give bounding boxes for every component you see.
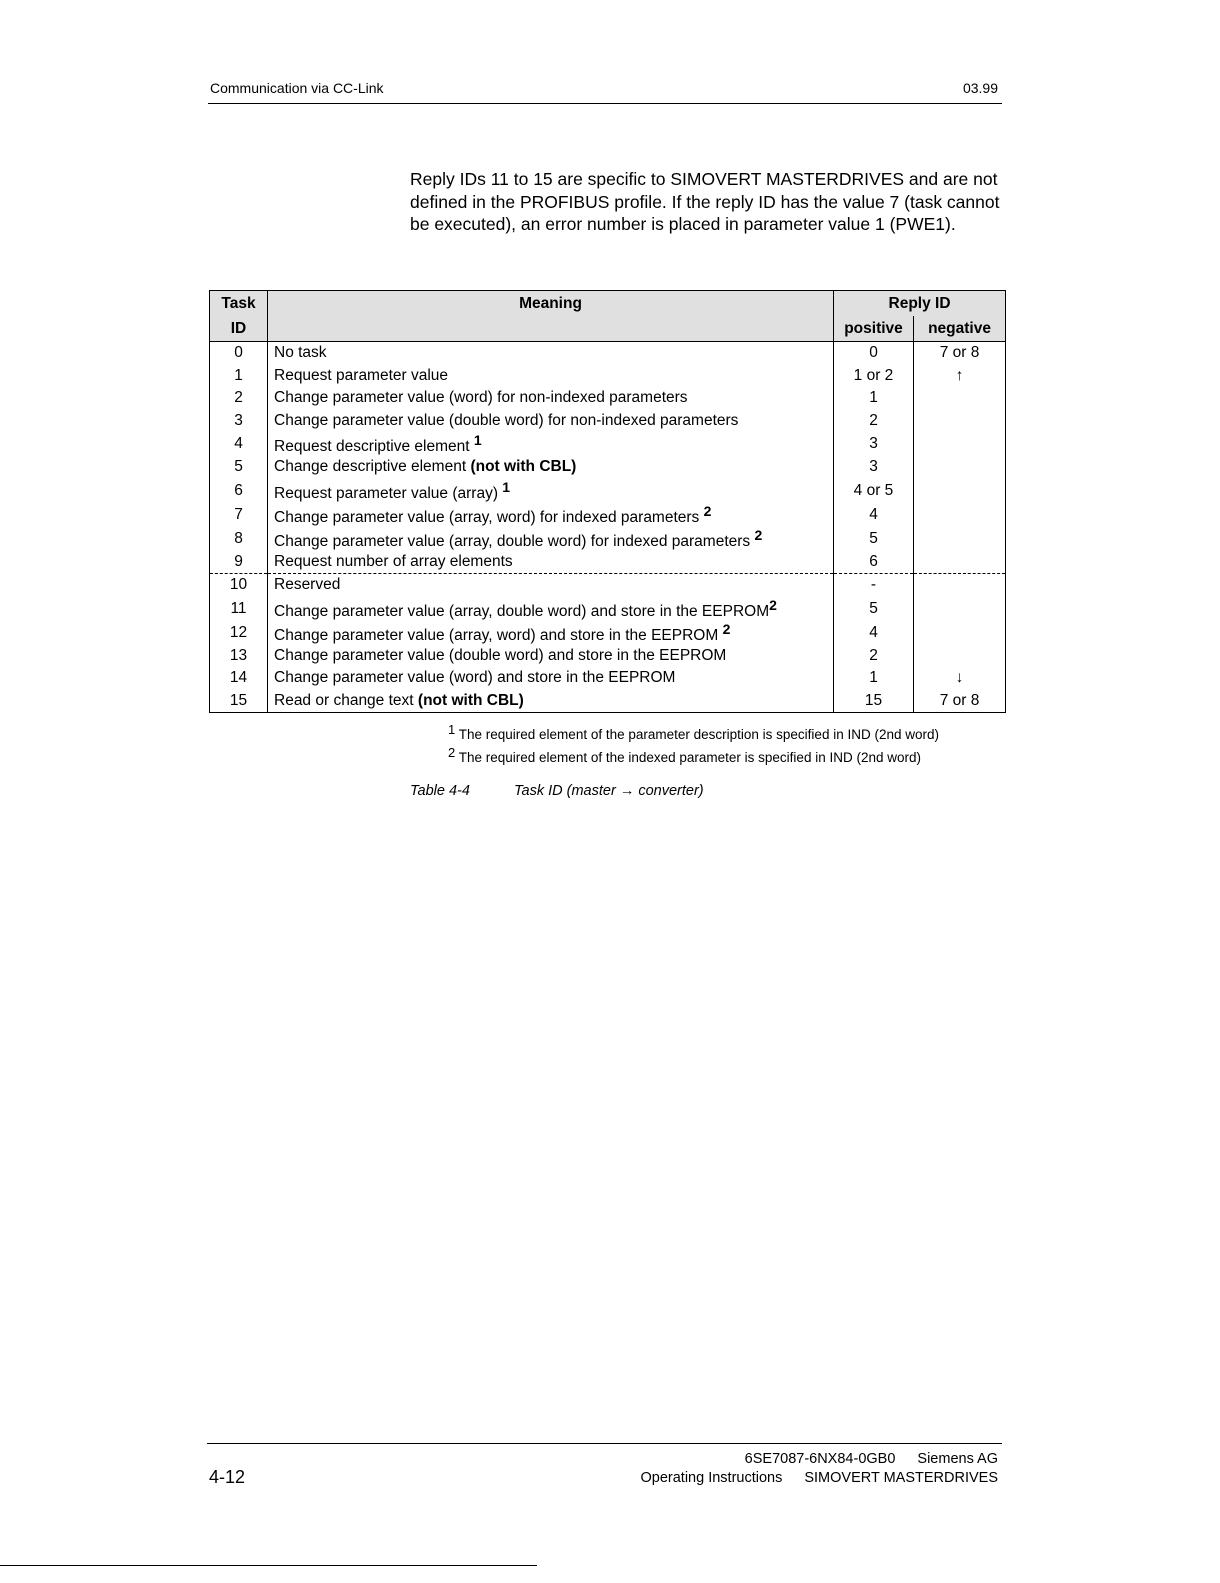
meaning-cell bbox=[268, 527, 834, 551]
table-row bbox=[210, 621, 1006, 645]
meaning-cell bbox=[268, 597, 834, 621]
running-header-title: Communication via CC-Link bbox=[210, 80, 384, 96]
task-id-cell: 3 bbox=[210, 410, 268, 433]
footnote-reference: 2 bbox=[769, 596, 777, 613]
table-row bbox=[210, 551, 1006, 574]
header-positive: positive bbox=[834, 316, 914, 342]
reply-negative-cell bbox=[914, 432, 1006, 456]
meaning-cell bbox=[268, 342, 834, 365]
reply-negative-cell bbox=[914, 456, 1006, 479]
meaning-cell bbox=[268, 387, 834, 410]
task-id-cell: 7 bbox=[210, 503, 268, 527]
table-row bbox=[210, 479, 1006, 503]
reply-positive-cell: 3 bbox=[834, 432, 914, 456]
reply-positive-cell: 1 bbox=[834, 667, 914, 690]
task-id-cell: 11 bbox=[210, 597, 268, 621]
task-id-table bbox=[209, 290, 1006, 713]
meaning-text: Change parameter value (double word) and store in the EEPROM bbox=[274, 646, 727, 664]
task-id-cell: 5 bbox=[210, 456, 268, 479]
task-id-cell: 0 bbox=[210, 342, 268, 365]
meaning-text: Request parameter value bbox=[274, 366, 449, 384]
meaning-text: Request number of array elements bbox=[274, 552, 513, 570]
footer-doc-type: Operating Instructions bbox=[640, 1470, 783, 1486]
footer-company: Siemens AG bbox=[917, 1451, 998, 1467]
reply-negative-cell bbox=[914, 410, 1006, 433]
reply-negative-cell: ↑ bbox=[914, 365, 1006, 388]
reply-negative-cell bbox=[914, 551, 1006, 574]
meaning-note-bold: (not with CBL) bbox=[417, 691, 524, 709]
reply-positive-cell: - bbox=[834, 574, 914, 597]
task-id-cell: 14 bbox=[210, 667, 268, 690]
reply-negative-cell bbox=[914, 645, 1006, 668]
table-row bbox=[210, 645, 1006, 668]
footnote-reference: 2 bbox=[703, 502, 712, 519]
footnote-mark: 1 bbox=[448, 722, 456, 737]
footnote-text: The required element of the parameter description is specified in IND (2nd word) bbox=[458, 727, 939, 742]
meaning-cell bbox=[268, 365, 834, 388]
meaning-text: Change parameter value (word) for non-indexed parameters bbox=[274, 389, 688, 407]
task-id-cell: 15 bbox=[210, 690, 268, 713]
footnote-2 bbox=[448, 745, 921, 765]
meaning-text: Reserved bbox=[274, 576, 341, 594]
reply-negative-cell bbox=[914, 387, 1006, 410]
footer-order-number: 6SE7087-6NX84-0GB0 bbox=[744, 1451, 896, 1467]
table-row bbox=[210, 690, 1006, 713]
meaning-text: Read or change text bbox=[274, 691, 418, 709]
meaning-cell bbox=[268, 645, 834, 668]
meaning-text: Request descriptive element bbox=[274, 438, 474, 455]
reply-negative-cell bbox=[914, 574, 1006, 597]
footer-rule bbox=[207, 1443, 1002, 1444]
table-row bbox=[210, 527, 1006, 551]
meaning-note-bold: (not with CBL) bbox=[470, 458, 577, 476]
table-row bbox=[210, 667, 1006, 690]
task-id-cell: 8 bbox=[210, 527, 268, 551]
footnote-mark: 2 bbox=[448, 745, 456, 760]
reply-positive-cell: 2 bbox=[834, 410, 914, 433]
table-row bbox=[210, 597, 1006, 621]
table-row bbox=[210, 432, 1006, 456]
footnote-text: The required element of the indexed parameter is specified in IND (2nd word) bbox=[458, 750, 921, 765]
header-meaning: Meaning bbox=[268, 291, 834, 317]
footnote-reference: 2 bbox=[754, 526, 763, 543]
page-number: 4-12 bbox=[209, 1467, 246, 1487]
header-meaning-cont bbox=[268, 316, 834, 342]
meaning-cell bbox=[268, 410, 834, 433]
footer-line-1 bbox=[745, 1451, 998, 1467]
table-row bbox=[210, 456, 1006, 479]
header-id: ID bbox=[210, 316, 268, 342]
meaning-text: Change parameter value (array, word) for indexed parameters bbox=[274, 508, 704, 526]
scan-edge-line bbox=[0, 1565, 537, 1566]
reply-positive-cell: 4 bbox=[834, 621, 914, 645]
reply-negative-cell: 7 or 8 bbox=[914, 342, 1006, 365]
table-row bbox=[210, 365, 1006, 388]
table-row bbox=[210, 387, 1006, 410]
reply-positive-cell: 5 bbox=[834, 527, 914, 551]
reply-negative-cell bbox=[914, 479, 1006, 503]
reply-negative-cell bbox=[914, 503, 1006, 527]
reply-positive-cell: 4 bbox=[834, 503, 914, 527]
meaning-cell bbox=[268, 621, 834, 645]
reply-negative-cell bbox=[914, 621, 1006, 645]
task-id-cell: 2 bbox=[210, 387, 268, 410]
task-id-cell: 13 bbox=[210, 645, 268, 668]
footnote-reference: 1 bbox=[502, 478, 511, 495]
task-id-cell: 9 bbox=[210, 551, 268, 574]
meaning-text: Change parameter value (array, double word) and store in the EEPROM bbox=[274, 602, 770, 620]
reply-negative-cell bbox=[914, 527, 1006, 551]
reply-negative-cell bbox=[914, 597, 1006, 621]
reply-positive-cell: 0 bbox=[834, 342, 914, 365]
table-row bbox=[210, 410, 1006, 433]
caption-number: Table 4-4 bbox=[410, 783, 470, 799]
task-id-cell: 6 bbox=[210, 479, 268, 503]
meaning-cell bbox=[268, 432, 834, 456]
header-negative: negative bbox=[914, 316, 1006, 342]
header-task: Task bbox=[210, 291, 268, 317]
table-row bbox=[210, 503, 1006, 527]
table-caption bbox=[410, 783, 704, 799]
reply-negative-cell: ↓ bbox=[914, 667, 1006, 690]
meaning-cell bbox=[268, 690, 834, 713]
reply-positive-cell: 3 bbox=[834, 456, 914, 479]
table-row bbox=[210, 574, 1006, 597]
header-reply-id: Reply ID bbox=[834, 291, 1006, 317]
task-id-cell: 4 bbox=[210, 432, 268, 456]
footer-product: SIMOVERT MASTERDRIVES bbox=[804, 1470, 998, 1486]
meaning-cell bbox=[268, 551, 834, 574]
meaning-cell bbox=[268, 574, 834, 597]
meaning-cell bbox=[268, 667, 834, 690]
reply-positive-cell: 2 bbox=[834, 645, 914, 668]
meaning-text: Change parameter value (array, double word) for indexed parameters bbox=[274, 532, 755, 550]
meaning-cell bbox=[268, 479, 834, 503]
footnote-reference: 1 bbox=[473, 432, 482, 448]
footer-line-2 bbox=[641, 1470, 999, 1486]
reply-positive-cell: 1 or 2 bbox=[834, 365, 914, 388]
reply-negative-cell: 7 or 8 bbox=[914, 690, 1006, 713]
meaning-text: Change parameter value (double word) for non-indexed parameters bbox=[274, 411, 739, 429]
meaning-cell bbox=[268, 456, 834, 479]
reply-positive-cell: 4 or 5 bbox=[834, 479, 914, 503]
table-row bbox=[210, 342, 1006, 365]
meaning-text: Change parameter value (array, word) and store in the EEPROM bbox=[274, 626, 723, 644]
meaning-text: No task bbox=[274, 344, 327, 362]
meaning-text: Request parameter value (array) bbox=[274, 484, 503, 502]
reply-positive-cell: 5 bbox=[834, 597, 914, 621]
footnote-reference: 2 bbox=[722, 620, 731, 637]
caption-title: Task ID (master → converter) bbox=[514, 783, 704, 799]
intro-paragraph: Reply IDs 11 to 15 are specific to SIMOVERT MASTERDRIVES and are not defined in the PROFIBUS profile. If the reply ID has the value 7 (task cannot be executed), an error number is placed in parameter value 1 (PWE1). bbox=[410, 169, 1000, 234]
meaning-text: Change descriptive element bbox=[274, 458, 471, 476]
reply-positive-cell: 1 bbox=[834, 387, 914, 410]
meaning-text: Change parameter value (word) and store in the EEPROM bbox=[274, 669, 676, 687]
footnote-1 bbox=[448, 722, 939, 742]
reply-positive-cell: 6 bbox=[834, 551, 914, 574]
reply-positive-cell: 15 bbox=[834, 690, 914, 713]
header-rule bbox=[208, 103, 1002, 104]
running-header-date: 03.99 bbox=[962, 80, 998, 96]
task-id-cell: 12 bbox=[210, 621, 268, 645]
table-body bbox=[210, 342, 1006, 713]
task-id-cell: 10 bbox=[210, 574, 268, 597]
meaning-cell bbox=[268, 503, 834, 527]
task-id-cell: 1 bbox=[210, 365, 268, 388]
